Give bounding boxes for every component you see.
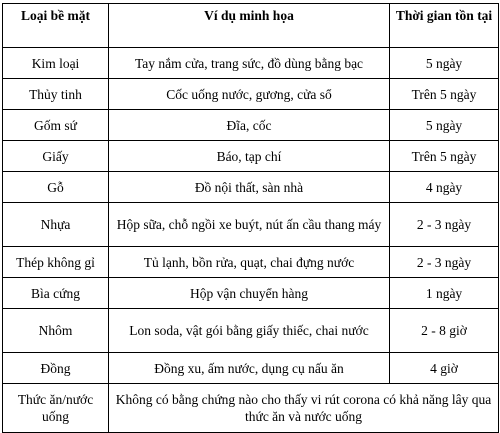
header-example: Ví dụ minh họa [109, 4, 390, 48]
cell-example: Hộp sữa, chỗ ngồi xe buýt, nút ấn cầu thang máy [109, 203, 390, 247]
cell-duration: 4 giờ [390, 353, 499, 384]
cell-duration: Trên 5 ngày [390, 141, 499, 172]
cell-example: Đồng xu, ấm nước, dụng cụ nấu ăn [109, 353, 390, 384]
cell-example: Lon soda, vật gói bằng giấy thiếc, chai nước [109, 309, 390, 353]
cell-duration: 4 ngày [390, 172, 499, 203]
table-row [3, 278, 499, 309]
table-row [3, 309, 499, 353]
cell-example: Báo, tạp chí [109, 141, 390, 172]
cell-duration: 2 - 3 ngày [390, 203, 499, 247]
cell-surface: Gốm sứ [3, 110, 109, 141]
cell-example: Tay nắm cửa, trang sức, đồ dùng bằng bạc [109, 48, 390, 79]
cell-duration: 1 ngày [390, 278, 499, 309]
cell-surface: Thủy tinh [3, 79, 109, 110]
cell-duration: Trên 5 ngày [390, 79, 499, 110]
cell-note: Không có bằng chứng nào cho thấy vi rút corona có khả năng lây qua thức ăn và nước uống [109, 384, 499, 433]
cell-surface: Thép không gỉ [3, 247, 109, 278]
cell-example: Hộp vận chuyển hàng [109, 278, 390, 309]
table-row [3, 141, 499, 172]
cell-duration: 5 ngày [390, 48, 499, 79]
cell-duration: 2 - 8 giờ [390, 309, 499, 353]
cell-surface: Kim loại [3, 48, 109, 79]
cell-surface: Gỗ [3, 172, 109, 203]
surface-survival-table [2, 3, 499, 433]
cell-example: Đĩa, cốc [109, 110, 390, 141]
cell-example: Đồ nội thất, sàn nhà [109, 172, 390, 203]
table-row [3, 48, 499, 79]
cell-surface: Đồng [3, 353, 109, 384]
table-row-food-water [3, 384, 499, 433]
cell-duration: 5 ngày [390, 110, 499, 141]
header-surface-type: Loại bề mặt [3, 4, 109, 48]
cell-example: Cốc uống nước, gương, cửa sổ [109, 79, 390, 110]
table-row [3, 110, 499, 141]
cell-surface: Nhựa [3, 203, 109, 247]
cell-surface: Nhôm [3, 309, 109, 353]
cell-surface: Bìa cứng [3, 278, 109, 309]
cell-surface: Thức ăn/nước uống [3, 384, 109, 433]
cell-duration: 2 - 3 ngày [390, 247, 499, 278]
table-header-row [3, 4, 499, 48]
table-row [3, 172, 499, 203]
table-row [3, 353, 499, 384]
table-row [3, 79, 499, 110]
table-row [3, 247, 499, 278]
cell-example: Tủ lạnh, bồn rửa, quạt, chai đựng nước [109, 247, 390, 278]
header-survival-time: Thời gian tồn tại [390, 4, 499, 48]
cell-surface: Giấy [3, 141, 109, 172]
table-row [3, 203, 499, 247]
